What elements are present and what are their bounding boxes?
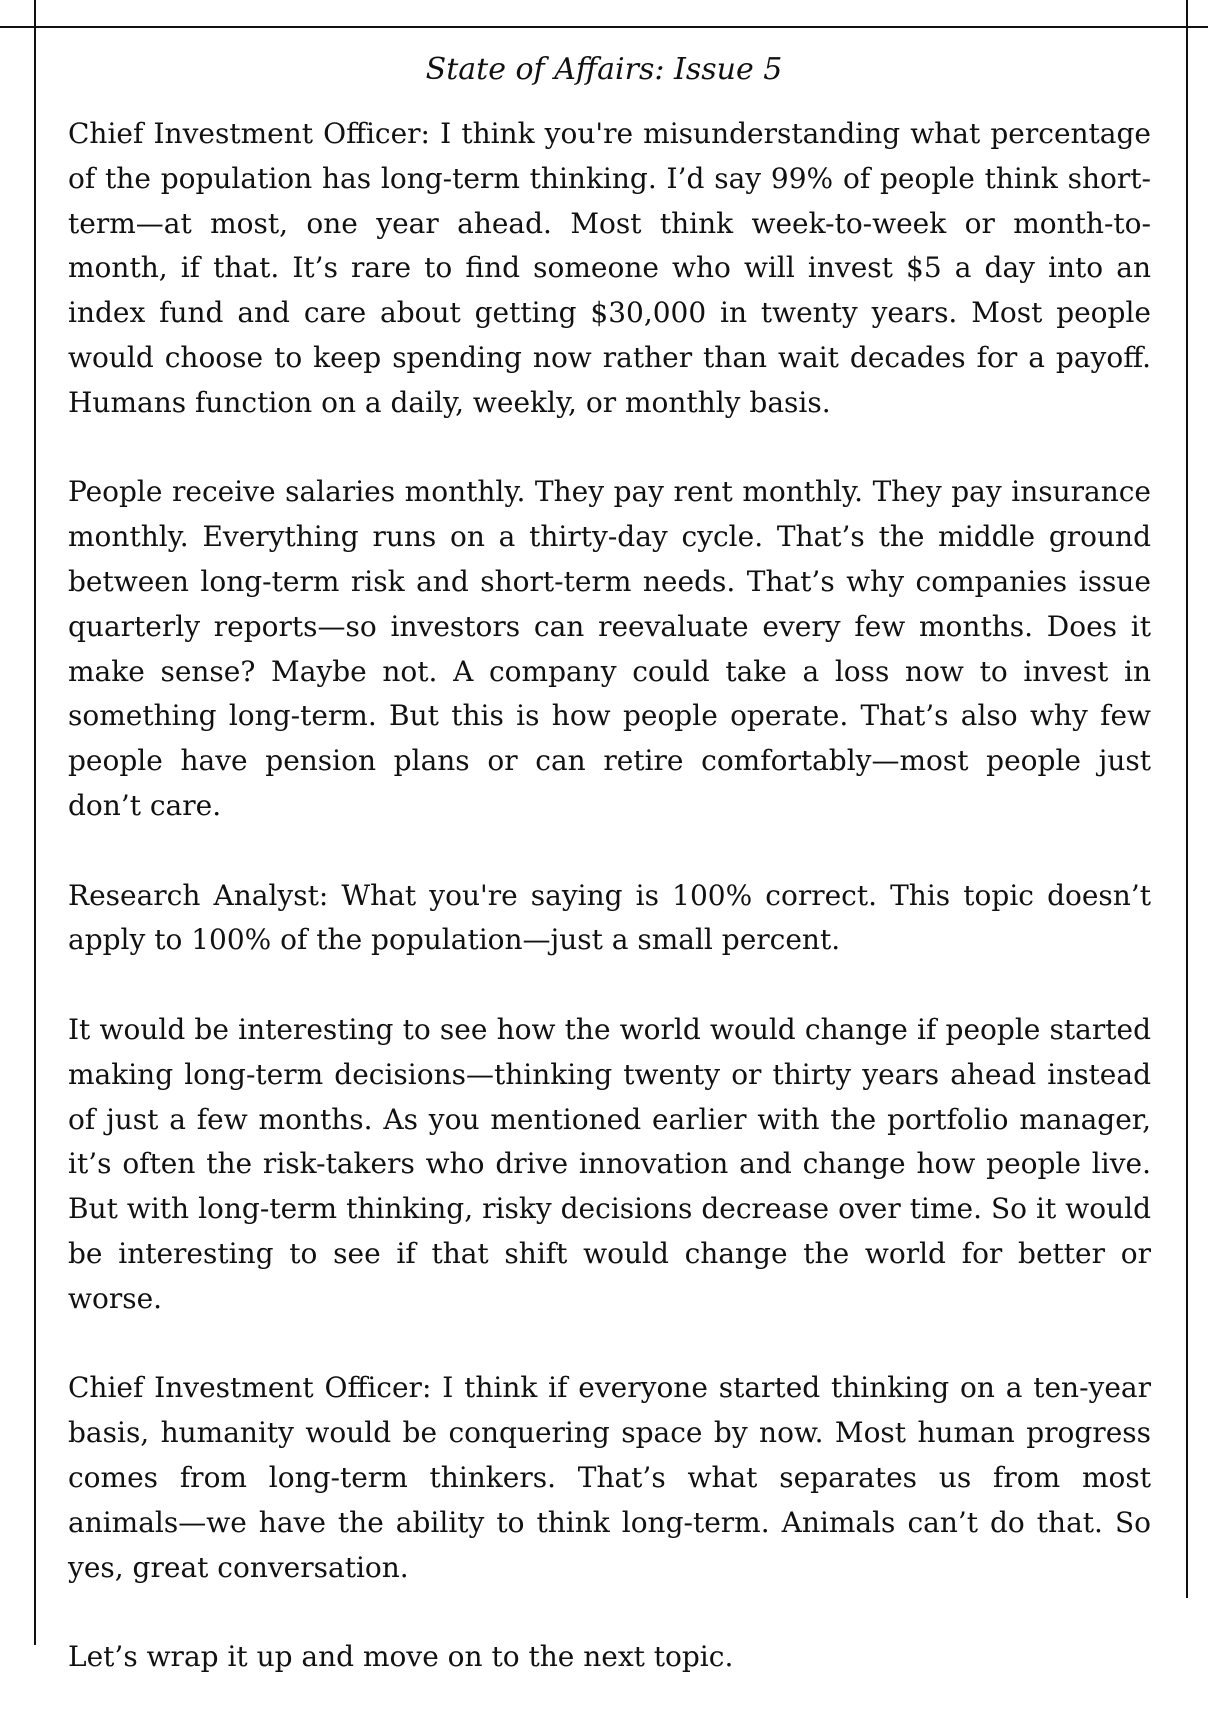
- page-border-left: [34, 0, 36, 1645]
- page-border-top: [0, 26, 1208, 28]
- paragraph-monthly-cycle: People receive salaries monthly. They pay rent monthly. They pay insurance monthly. Everything runs on a thirty-day cycle. That’s the middle ground between long-term risk and short-term needs. That’s why companies issue quarterly reports—so investors can reevaluate every few months. Does it make sense? Maybe not. A company could take a loss now to invest in something long-term. But this is how people operate. That’s also why few people have pension plans or can retire comfortably—most people just don’t care.: [68, 475, 1151, 822]
- paragraph-analyst-reply: Research Analyst: What you're saying is 100% correct. This topic doesn’t apply to 100% of the population—just a small percent.: [68, 878, 1151, 957]
- paragraph-long-term-decisions: It would be interesting to see how the world would change if people started making long-term decisions—thinking twenty or thirty years ahead instead of just a few months. As you mentioned earlier with the portfolio manager, it’s often the risk-takers who drive innovation and change how people live. But with long-term thinking, risky decisions decrease over time. So it would be interesting to see if that shift would change the world for better or worse.: [68, 1012, 1151, 1315]
- paragraph-cio-short-term: Chief Investment Officer: I think you're misunderstanding what percentage of the population has long-term thinking. I’d say 99% of people think short-term—at most, one year ahead. Most think week-to-week or month-to-month, if that. It’s rare to find someone who will invest $5 a day into an index fund and care about getting $30,000 in twenty years. Most people would choose to keep spending now rather than wait decades for a payoff. Humans function on a daily, weekly, or monthly basis.: [68, 117, 1151, 419]
- paragraph-cio-conclusion: Chief Investment Officer: I think if everyone started thinking on a ten-year basis, humanity would be conquering space by now. Most human progress comes from long-term thinkers. That’s what separates us from most animals—we have the ability to think long-term. Animals can’t do that. So yes, great conversation.: [68, 1371, 1151, 1584]
- page-border-right: [1186, 0, 1188, 1598]
- document-body: [68, 112, 1151, 1680]
- page-title: State of Affairs: Issue 5: [425, 52, 783, 87]
- paragraph-wrap-up: Let’s wrap it up and move on to the next topic.: [68, 1640, 734, 1674]
